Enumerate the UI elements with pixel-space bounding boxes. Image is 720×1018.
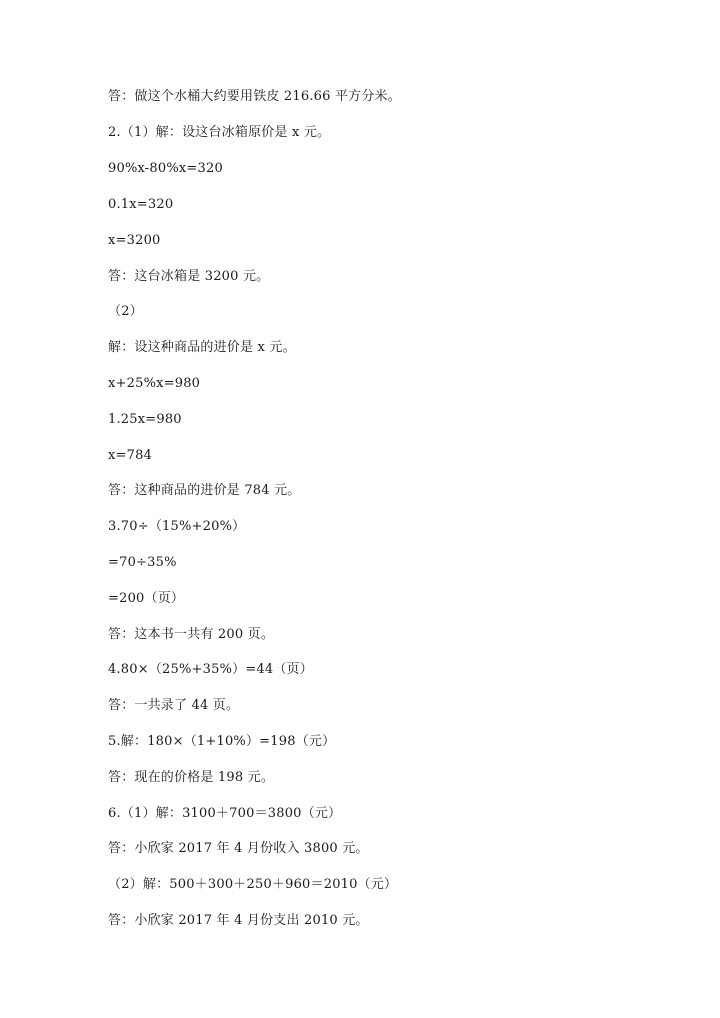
text-line: 0.1x=320 — [108, 197, 174, 212]
text-line: （2）解：500＋300＋250＋960＝2010（元） — [108, 877, 398, 892]
text-line: 答：这台冰箱是 3200 元。 — [108, 269, 270, 284]
text-line: 答：小欣家 2017 年 4 月份收入 3800 元。 — [108, 841, 369, 856]
text-line: 答：这种商品的进价是 784 元。 — [108, 483, 301, 498]
text-line: 答：一共录了 44 页。 — [108, 698, 240, 713]
text-line: 3.70÷（15%+20%） — [108, 519, 246, 534]
text-line: （2） — [108, 304, 143, 319]
text-line: =70÷35% — [108, 555, 177, 570]
text-line: 5.解：180×（1+10%）=198（元） — [108, 734, 336, 749]
text-line: x=3200 — [108, 233, 161, 248]
text-line: 解：设这种商品的进价是 x 元。 — [108, 340, 296, 355]
text-line: 答：小欣家 2017 年 4 月份支出 2010 元。 — [108, 913, 369, 928]
text-line: x=784 — [108, 448, 153, 463]
text-line: =200（页） — [108, 591, 185, 606]
text-line: 6.（1）解：3100＋700＝3800（元） — [108, 806, 342, 821]
text-line: 答：做这个水桶大约要用铁皮 216.66 平方分米。 — [108, 89, 401, 104]
text-line: x+25%x=980 — [108, 376, 201, 391]
text-line: 4.80×（25%+35%）=44（页） — [108, 662, 313, 677]
text-line: 2.（1）解：设这台冰箱原价是 x 元。 — [108, 125, 331, 140]
text-line: 答：现在的价格是 198 元。 — [108, 770, 275, 785]
text-line: 90%x-80%x=320 — [108, 161, 223, 176]
text-line: 1.25x=980 — [108, 412, 182, 427]
text-line: 答：这本书一共有 200 页。 — [108, 627, 275, 642]
